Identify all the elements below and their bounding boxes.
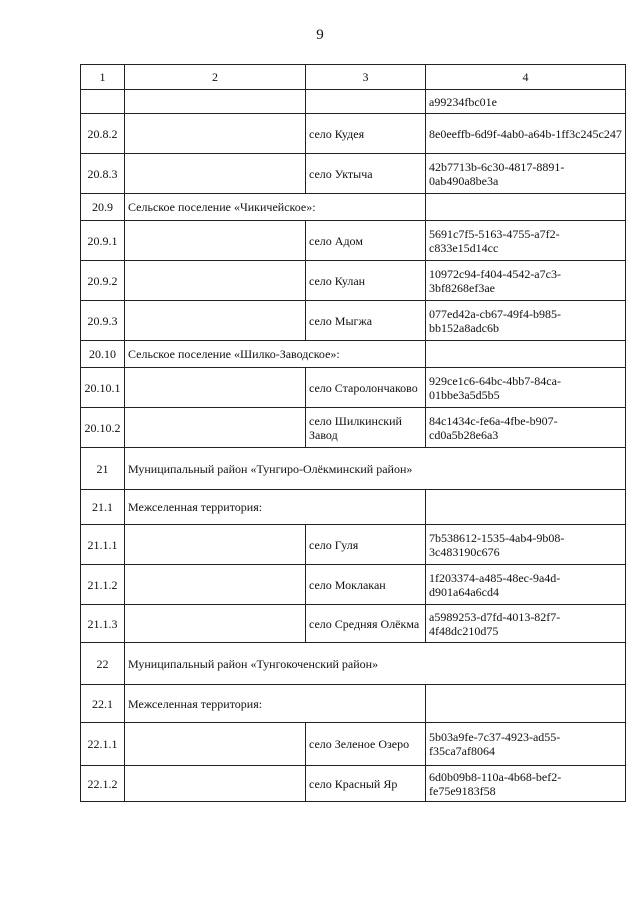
row-empty-cell (125, 221, 306, 261)
row-number: 20.9.2 (81, 261, 125, 301)
row-empty-cell (426, 490, 626, 525)
row-number: 20.9 (81, 194, 125, 221)
settlement-id: 84c1434c-fe6a-4fbe-b907-cd0a5b28e6a3 (426, 408, 626, 448)
row-empty-cell (125, 723, 306, 766)
district-title: Муниципальный район «Тунгиро-Олёкминский район» (125, 448, 626, 490)
settlement-name: село Кудея (306, 114, 426, 154)
row-number: 21.1.3 (81, 605, 125, 643)
page-number: 9 (316, 27, 324, 43)
settlement-id: 6d0b09b8-110a-4b68-bef2-fe75e9183f58 (426, 766, 626, 802)
row-number: 20.8.3 (81, 154, 125, 194)
row-empty-cell (426, 194, 626, 221)
header-row (81, 65, 626, 90)
settlement-id: 10972c94-f404-4542-a7c3-3bf8268ef3ae (426, 261, 626, 301)
settlement-id: 42b7713b-6c30-4817-8891-0ab490a8be3a (426, 154, 626, 194)
row-empty-cell (125, 565, 306, 605)
row-empty-cell (125, 605, 306, 643)
row-number: 21.1.2 (81, 565, 125, 605)
settlement-id: 929ce1c6-64bc-4bb7-84ca-01bbe3a5d5b5 (426, 368, 626, 408)
settlement-id: a99234fbc01e (426, 90, 626, 114)
settlement-name: село Мыгжа (306, 301, 426, 341)
settlement-name: село Адом (306, 221, 426, 261)
settlement-id: 7b538612-1535-4ab4-9b08-3c483190c676 (426, 525, 626, 565)
header-col-2: 2 (125, 65, 306, 90)
settlement-id: 1f203374-a485-48ec-9a4d-d901a64a6cd4 (426, 565, 626, 605)
row-number: 20.8.2 (81, 114, 125, 154)
row-empty-cell (426, 685, 626, 723)
table-row (81, 368, 626, 408)
header-col-3: 3 (306, 65, 426, 90)
settlement-name: село Гуля (306, 525, 426, 565)
section-title: Сельское поселение «Шилко-Заводское»: (125, 341, 426, 368)
settlement-name: село Зеленое Озеро (306, 723, 426, 766)
settlement-name: село Старолончаково (306, 368, 426, 408)
row-number (81, 90, 125, 114)
row-empty-cell (125, 261, 306, 301)
header-col-4: 4 (426, 65, 626, 90)
row-empty-cell (125, 766, 306, 802)
row-number: 22.1 (81, 685, 125, 723)
district-row (81, 643, 626, 685)
row-empty-cell (125, 114, 306, 154)
row-empty-cell (426, 341, 626, 368)
settlement-id: a5989253-d7fd-4013-82f7-4f48dc210d75 (426, 605, 626, 643)
row-number: 20.10.1 (81, 368, 125, 408)
row-empty-cell (125, 301, 306, 341)
settlement-name: село Средняя Олёкма (306, 605, 426, 643)
table-row (81, 90, 626, 114)
settlement-id: 8e0eeffb-6d9f-4ab0-a64b-1ff3c245c247 (426, 114, 626, 154)
header-col-1: 1 (81, 65, 125, 90)
settlement-id: 077ed42a-cb67-49f4-b985-bb152a8adc6b (426, 301, 626, 341)
section-title: Межселенная территория: (125, 685, 426, 723)
row-empty-cell (125, 408, 306, 448)
row-empty-cell (125, 90, 306, 114)
district-row (81, 448, 626, 490)
row-number: 20.9.3 (81, 301, 125, 341)
section-row (81, 341, 626, 368)
row-number: 20.10 (81, 341, 125, 368)
table-body (81, 90, 626, 802)
section-title: Межселенная территория: (125, 490, 426, 525)
table-row (81, 408, 626, 448)
section-row (81, 194, 626, 221)
row-number: 22.1.1 (81, 723, 125, 766)
row-empty-cell (125, 154, 306, 194)
settlement-name: село Красный Яр (306, 766, 426, 802)
section-title: Сельское поселение «Чикичейское»: (125, 194, 426, 221)
settlement-name: село Кулан (306, 261, 426, 301)
settlement-name (306, 90, 426, 114)
table-row (81, 723, 626, 766)
row-empty-cell (125, 525, 306, 565)
table-row (81, 565, 626, 605)
district-title: Муниципальный район «Тунгокоченский район» (125, 643, 626, 685)
row-number: 22 (81, 643, 125, 685)
settlement-id: 5691c7f5-5163-4755-a7f2-c833e15d14cc (426, 221, 626, 261)
row-number: 20.10.2 (81, 408, 125, 448)
table-row (81, 766, 626, 802)
section-row (81, 490, 626, 525)
table-row (81, 261, 626, 301)
row-number: 22.1.2 (81, 766, 125, 802)
settlement-id: 5b03a9fe-7c37-4923-ad55-f35ca7af8064 (426, 723, 626, 766)
row-empty-cell (125, 368, 306, 408)
row-number: 20.9.1 (81, 221, 125, 261)
row-number: 21.1.1 (81, 525, 125, 565)
row-number: 21.1 (81, 490, 125, 525)
table-row (81, 154, 626, 194)
settlement-name: село Шилкинский Завод (306, 408, 426, 448)
section-row (81, 685, 626, 723)
table-row (81, 301, 626, 341)
row-number: 21 (81, 448, 125, 490)
settlement-name: село Уктыча (306, 154, 426, 194)
settlements-table (80, 64, 626, 802)
table-row (81, 605, 626, 643)
table-row (81, 525, 626, 565)
table-row (81, 114, 626, 154)
settlement-name: село Моклакан (306, 565, 426, 605)
table-row (81, 221, 626, 261)
